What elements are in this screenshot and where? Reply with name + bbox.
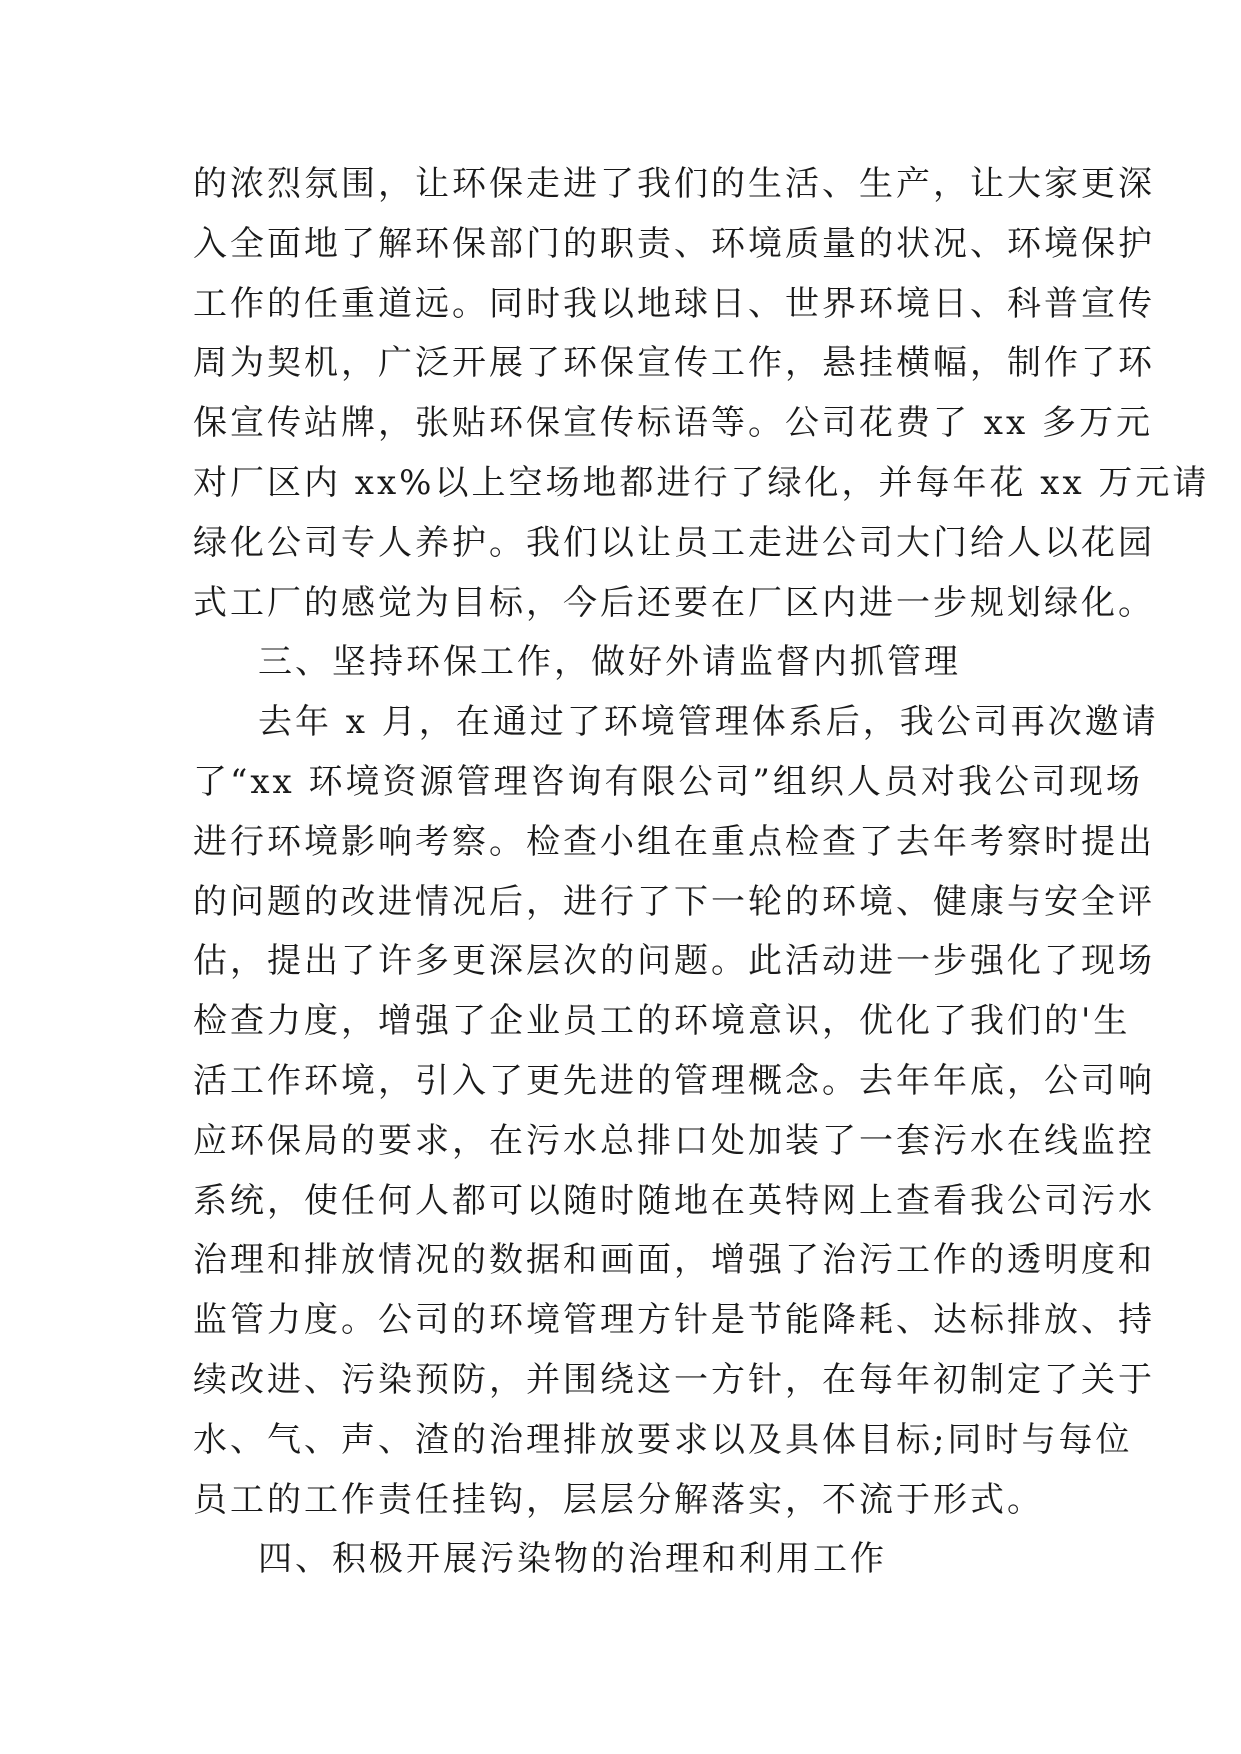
body-line: 的问题的改进情况后，进行了下一轮的环境、健康与安全评 <box>193 881 1155 922</box>
section-heading: 四、积极开展污染物的治理和利用工作 <box>258 1539 887 1580</box>
body-line: 进行环境影响考察。检查小组在重点检查了去年考察时提出 <box>193 821 1155 862</box>
body-line: 水、气、声、渣的治理排放要求以及具体目标;同时与每位 <box>193 1419 1133 1460</box>
body-line: 式工厂的感觉为目标，今后还要在厂区内进一步规划绿化。 <box>193 582 1155 623</box>
body-line: 保宣传站牌，张贴环保宣传标语等。公司花费了 xx 多万元 <box>193 403 1153 444</box>
document-body <box>193 155 1210 1590</box>
body-line: 活工作环境，引入了更先进的管理概念。去年年底，公司响 <box>193 1060 1155 1101</box>
body-line: 治理和排放情况的数据和画面，增强了治污工作的透明度和 <box>193 1240 1155 1281</box>
paragraph-first-line: 去年 x 月，在通过了环境管理体系后，我公司再次邀请 <box>258 702 1159 743</box>
body-line: 检查力度，增强了企业员工的环境意识，优化了我们的'生 <box>193 1001 1131 1042</box>
body-line: 绿化公司专人养护。我们以让员工走进公司大门给人以花园 <box>193 522 1155 563</box>
body-line: 应环保局的要求，在污水总排口处加装了一套污水在线监控 <box>193 1120 1155 1161</box>
body-line: 对厂区内 xx%以上空场地都进行了绿化，并每年花 xx 万元请 <box>193 462 1210 503</box>
section-heading: 三、坚持环保工作，做好外请监督内抓管理 <box>258 642 961 683</box>
body-line: 续改进、污染预防，并围绕这一方针，在每年初制定了关于 <box>193 1359 1155 1400</box>
body-line: 工作的任重道远。同时我以地球日、世界环境日、科普宣传 <box>193 283 1155 324</box>
body-line: 估，提出了许多更深层次的问题。此活动进一步强化了现场 <box>193 941 1155 982</box>
body-line: 员工的工作责任挂钩，层层分解落实，不流于形式。 <box>193 1479 1044 1520</box>
body-line: 系统，使任何人都可以随时随地在英特网上查看我公司污水 <box>193 1180 1155 1221</box>
body-line: 监管力度。公司的环境管理方针是节能降耗、达标排放、持 <box>193 1300 1155 1341</box>
body-line: 了“xx 环境资源管理咨询有限公司”组织人员对我公司现场 <box>193 761 1143 802</box>
body-line: 入全面地了解环保部门的职责、环境质量的状况、环境保护 <box>193 223 1155 264</box>
body-line: 的浓烈氛围，让环保走进了我们的生活、生产，让大家更深 <box>193 164 1155 204</box>
body-line: 周为契机，广泛开展了环保宣传工作，悬挂横幅，制作了环 <box>193 343 1155 384</box>
